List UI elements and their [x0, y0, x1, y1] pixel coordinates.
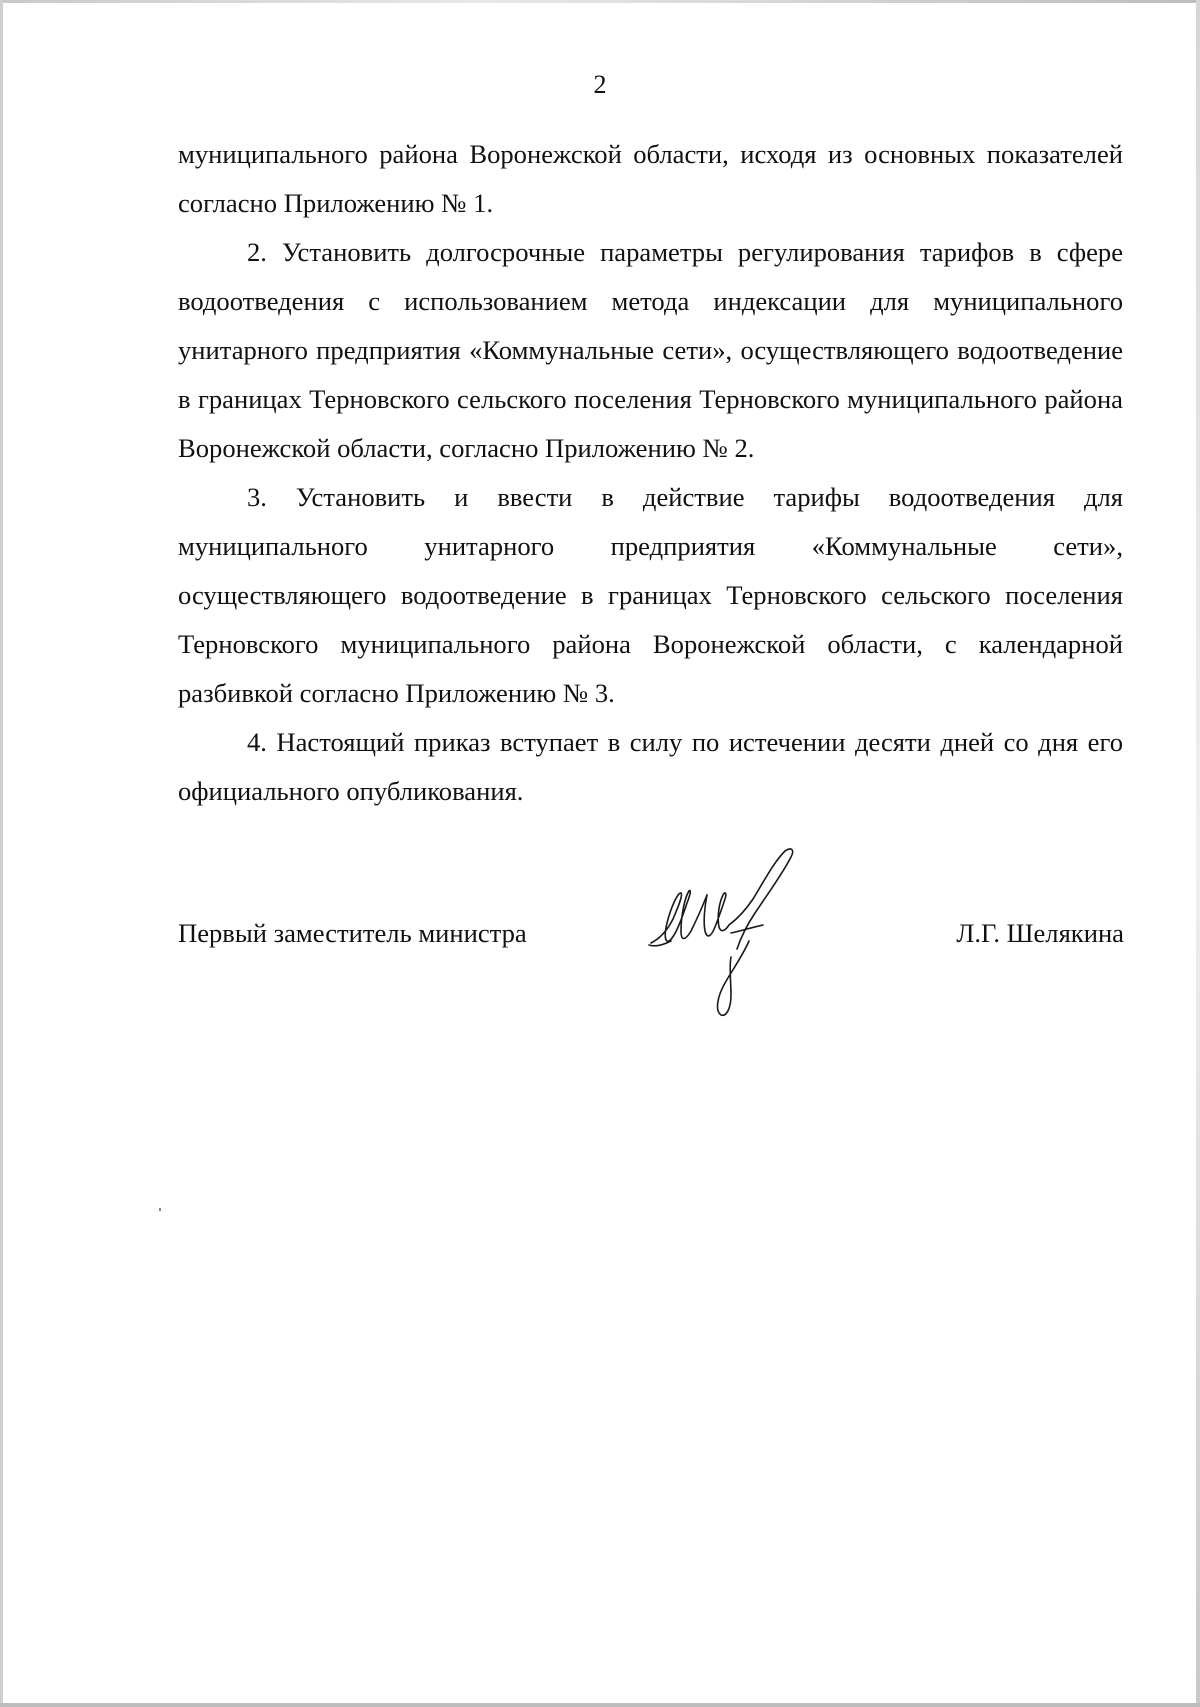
scan-edge-bottom [0, 1703, 1200, 1707]
scan-edge-left [0, 0, 3, 1707]
signatory-position: Первый заместитель министра [178, 918, 527, 948]
scan-speck [159, 1208, 161, 1211]
page-number: 2 [593, 70, 607, 99]
handwritten-signature [645, 845, 815, 1020]
paragraph-2: 2. Установить долгосрочные параметры регулирования тарифов в сфере водоотведения с использованием метода индексации для муниципального унитарного предприятия «Коммунальные сети», осуществляющего водоотведение в границах Терновского сельского поселения Терновского муниципального района Воронежской области, согласно Приложению № 2. [178, 237, 1123, 463]
document-body [178, 130, 1123, 816]
scan-edge-right [1196, 0, 1200, 1707]
paragraph-1-continuation: муниципального района Воронежской области, исходя из основных показателей согласно Приложению № 1. [178, 139, 1123, 218]
scan-edge-top [0, 0, 1200, 3]
signatory-name: Л.Г. Шелякина [956, 918, 1124, 948]
paragraph-3: 3. Установить и ввести в действие тарифы водоотведения для муниципального унитарного предприятия «Коммунальные сети», осуществляющего водоотведение в границах Терновского сельского поселения Терновского муниципального района Воронежской области, с календарной разбивкой согласно Приложению № 3. [178, 482, 1123, 708]
paragraph-4: 4. Настоящий приказ вступает в силу по истечении десяти дней со дня его официального опубликования. [178, 727, 1123, 806]
